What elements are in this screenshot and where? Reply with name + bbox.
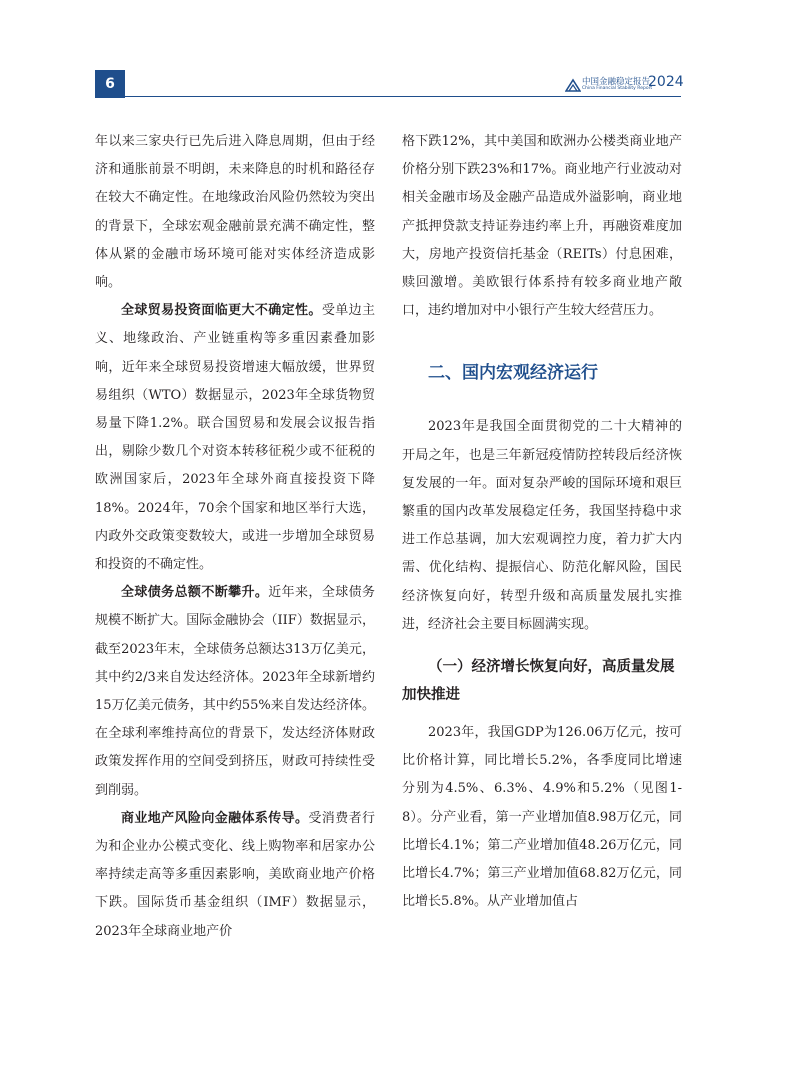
paragraph-body: 受单边主义、地缘政治、产业链重构等多重因素叠加影响，近年来全球贸易投资增速大幅放缓，世界贸易组织（WTO）数据显示，2023年全球货物贸易量下降1.2%。联合国贸易和发展会议报告指出，剔除少数几个对资本转移征税少或不征税的欧洲国家后，2023年全球外商直接投资下降18%。2024年，70余个国家和地区举行大选，内政外交政策变数较大，或进一步增加全球贸易和投资的不确定性。: [95, 303, 375, 573]
paragraph: [95, 805, 375, 946]
logo-year: 2024: [648, 74, 684, 90]
paragraph: 2023年，我国GDP为126.06万亿元，按可比价格计算，同比增长5.2%，各季度同比增速分别为4.5%、6.3%、4.9%和5.2%（见图1-8）。分产业看，第一产业增加值8.98万亿元，同比增长4.1%；第二产业增加值48.26万亿元，同比增长4.7%；第三产业增加值68.82万亿元，同比增长5.8%。从产业增加值占: [402, 725, 682, 910]
paragraph: 格下跌12%，其中美国和欧洲办公楼类商业地产价格分别下跌23%和17%。商业地产行业波动对相关金融市场及金融产品造成外溢影响，商业地产抵押贷款支持证券违约率上升，再融资难度加大，房地产投资信托基金（REITs）付息困难，赎回激增。美欧银行体系持有较多商业地产敞口，违约增加对中小银行产生较大经营压力。: [402, 134, 682, 319]
paragraph: [95, 297, 375, 579]
paragraph-body: 近年来，全球债务规模不断扩大。国际金融协会（IIF）数据显示，截至2023年末，全球债务总额达313万亿美元，其中约2/3来自发达经济体。2023年全球新增约15万亿美元债务，其中约55%来自发达经济体。在全球利率维持高位的背景下，发达经济体财政政策发挥作用的空间受到挤压，财政可持续性受到削弱。: [95, 585, 375, 798]
paragraph: 年以来三家央行已先后进入降息周期，但由于经济和通胀前景不明朗，未来降息的时机和路径存在较大不确定性。在地缘政治风险仍然较为突出的背景下，全球宏观金融前景充满不确定性，整体从紧的金融市场环境可能对实体经济造成影响。: [95, 134, 375, 291]
paragraph-lead: 全球贸易投资面临更大不确定性。: [121, 303, 322, 319]
paragraph: 2023年是我国全面贯彻党的二十大精神的开局之年，也是三年新冠疫情防控转段后经济恢复发展的一年。面对复杂严峻的国际环境和艰巨繁重的国内改革发展稳定任务，我国坚持稳中求进工作总基调，加大宏观调控力度，着力扩大内需、优化结构、提振信心、防范化解风险，国民经济恢复向好，转型升级和高质量发展扎实推进，经济社会主要目标圆满实现。: [402, 419, 682, 632]
left-column: [95, 128, 375, 946]
paragraph-body: 受消费者行为和企业办公模式变化、线上购物率和居家办公率持续走高等多重因素影响，美欧商业地产价格下跌。国际货币基金组织（IMF）数据显示，2023年全球商业地产价: [95, 810, 375, 939]
section-heading: 二、国内宏观经济运行: [428, 363, 598, 384]
page-number: 6: [95, 70, 125, 98]
paragraph-lead: 商业地产风险向金融体系传导。: [121, 810, 309, 826]
report-logo-icon: [565, 77, 581, 93]
logo-title-cn: 中国金融稳定报告: [582, 77, 651, 87]
right-column: [402, 128, 682, 916]
logo-title-en: China Financial Stability Report: [582, 86, 653, 91]
header-rule: [125, 96, 681, 97]
report-logo: [565, 74, 685, 96]
paragraph-lead: 全球债务总额不断攀升。: [121, 585, 269, 601]
subsection-heading: （一）经济增长恢复向好，高质量发展加快推进: [402, 658, 675, 704]
paragraph: [95, 579, 375, 805]
